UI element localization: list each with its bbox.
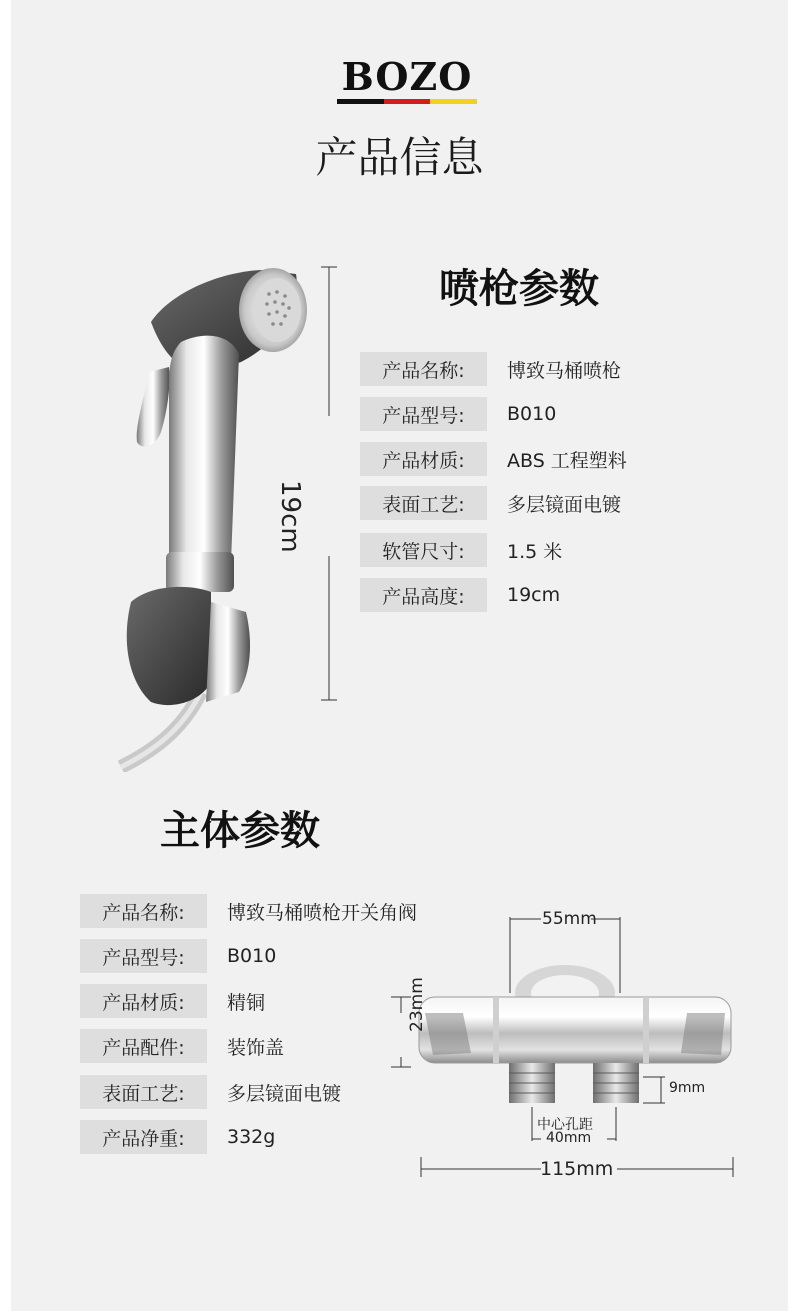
body-spec-row bbox=[80, 1075, 341, 1109]
body-spec-row bbox=[80, 894, 417, 928]
spec-label: 产品名称: bbox=[80, 894, 207, 928]
spec-value: 1.5 米 bbox=[507, 540, 563, 563]
spec-value: 多层镜面电镀 bbox=[507, 493, 622, 516]
spec-value: 332g bbox=[227, 1126, 276, 1148]
spec-value: 精铜 bbox=[227, 991, 266, 1014]
spray-spec-row bbox=[360, 486, 621, 520]
dim-width-label: 115mm bbox=[540, 1158, 614, 1180]
spec-label: 产品材质: bbox=[80, 984, 207, 1018]
spec-label: 产品高度: bbox=[360, 578, 487, 612]
body-spec-row bbox=[80, 939, 276, 973]
spec-label: 产品配件: bbox=[80, 1029, 207, 1063]
logo-text: BOZO bbox=[341, 54, 473, 99]
brand-logo bbox=[337, 54, 477, 104]
spray-spec-row bbox=[360, 442, 627, 476]
spec-label: 产品型号: bbox=[360, 397, 487, 431]
dim-center-value: 40mm bbox=[546, 1130, 592, 1146]
spec-value: 装饰盖 bbox=[227, 1036, 285, 1059]
spray-spec-row bbox=[360, 397, 556, 431]
spray-spec-row bbox=[360, 533, 562, 567]
page-title: 产品信息 bbox=[315, 133, 484, 182]
logo-color-bar bbox=[337, 99, 477, 104]
logo-bar-red bbox=[384, 99, 431, 104]
spec-value: 多层镜面电镀 bbox=[227, 1082, 342, 1105]
body-section-title: 主体参数 bbox=[160, 808, 320, 854]
dim-thread-label: 9mm bbox=[669, 1080, 706, 1096]
dim-height-label: 23mm bbox=[407, 977, 427, 1032]
logo-bar-black bbox=[337, 99, 384, 104]
spec-value: 19cm bbox=[507, 584, 561, 606]
spec-label: 软管尺寸: bbox=[360, 533, 487, 567]
dim-center-label: 中心孔距 bbox=[537, 1117, 593, 1133]
spec-label: 产品材质: bbox=[360, 442, 487, 476]
spray-spec-row bbox=[360, 578, 560, 612]
spec-value: B010 bbox=[507, 403, 557, 425]
spec-label: 表面工艺: bbox=[80, 1075, 207, 1109]
spec-value: ABS 工程塑料 bbox=[507, 449, 627, 472]
product-info-page bbox=[11, 0, 788, 1311]
height-dimension-line bbox=[311, 266, 341, 702]
spray-spec-row bbox=[360, 352, 621, 386]
body-spec-row bbox=[80, 1120, 275, 1154]
spec-value: B010 bbox=[227, 945, 277, 967]
spec-label: 产品型号: bbox=[80, 939, 207, 973]
angle-valve-image bbox=[381, 905, 751, 1195]
spec-label: 产品名称: bbox=[360, 352, 487, 386]
dim-top-label: 55mm bbox=[542, 909, 597, 929]
spec-label: 产品净重: bbox=[80, 1120, 207, 1154]
body-spec-row bbox=[80, 1029, 284, 1063]
spec-value: 博致马桶喷枪 bbox=[507, 359, 622, 382]
logo-bar-yellow bbox=[430, 99, 477, 104]
body-spec-row bbox=[80, 984, 265, 1018]
spray-section-title: 喷枪参数 bbox=[439, 266, 599, 312]
spec-label: 表面工艺: bbox=[360, 486, 487, 520]
spec-value: 博致马桶喷枪开关角阀 bbox=[227, 901, 418, 924]
height-dimension-label: 19cm bbox=[275, 480, 305, 553]
